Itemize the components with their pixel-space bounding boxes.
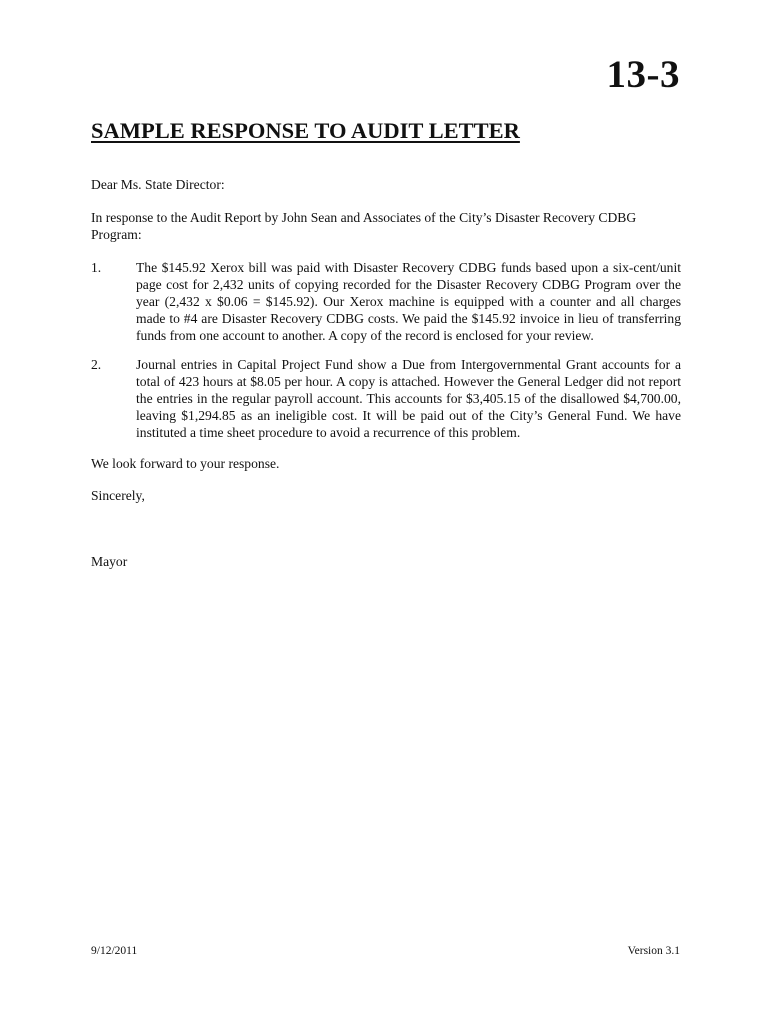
intro-paragraph: In response to the Audit Report by John Sean and Associates of the City’s Disaster Recovery CDBG Program: [91,210,637,242]
list-item-number: 2. [91,357,102,372]
list-item-text: Journal entries in Capital Project Fund show a Due from Intergovernmental Grant accounts for a total of 423 hours at $8.05 per hour. A copy is attached. However the General Ledger did not report the entries in the regular payroll account. This accounts for $3,405.15 of the disallowed $4,700.00, leaving $1,294.85 as an ineligible cost. It will be paid out of the City’s General Fund. We have instituted a time sheet procedure to avoid a recurrence of this problem. [136,357,681,440]
list-item-number: 1. [91,260,102,275]
list-item [91,259,681,344]
closing-line: We look forward to your response. [91,456,280,471]
list-item-text: The $145.92 Xerox bill was paid with Disaster Recovery CDBG funds based upon a six-cent/unit page cost for 2,432 units of copying recorded for the Disaster Recovery CDBG Program over the year (2,432 x $0.06 = $145.92). Our Xerox machine is equipped with a counter and all charges made to #4 are Disaster Recovery CDBG costs. We paid the $145.92 invoice in lieu of transferring funds from one account to another. A copy of the record is enclosed for your review. [136,260,681,343]
salutation: Dear Ms. State Director: [91,177,225,192]
list-item [91,356,681,441]
valediction: Sincerely, [91,488,145,503]
signer-title: Mayor [91,554,128,569]
document-title: SAMPLE RESPONSE TO AUDIT LETTER [91,118,520,143]
footer-date: 9/12/2011 [91,945,138,957]
footer-version: Version 3.1 [627,945,680,957]
section-number: 13-3 [606,53,680,96]
